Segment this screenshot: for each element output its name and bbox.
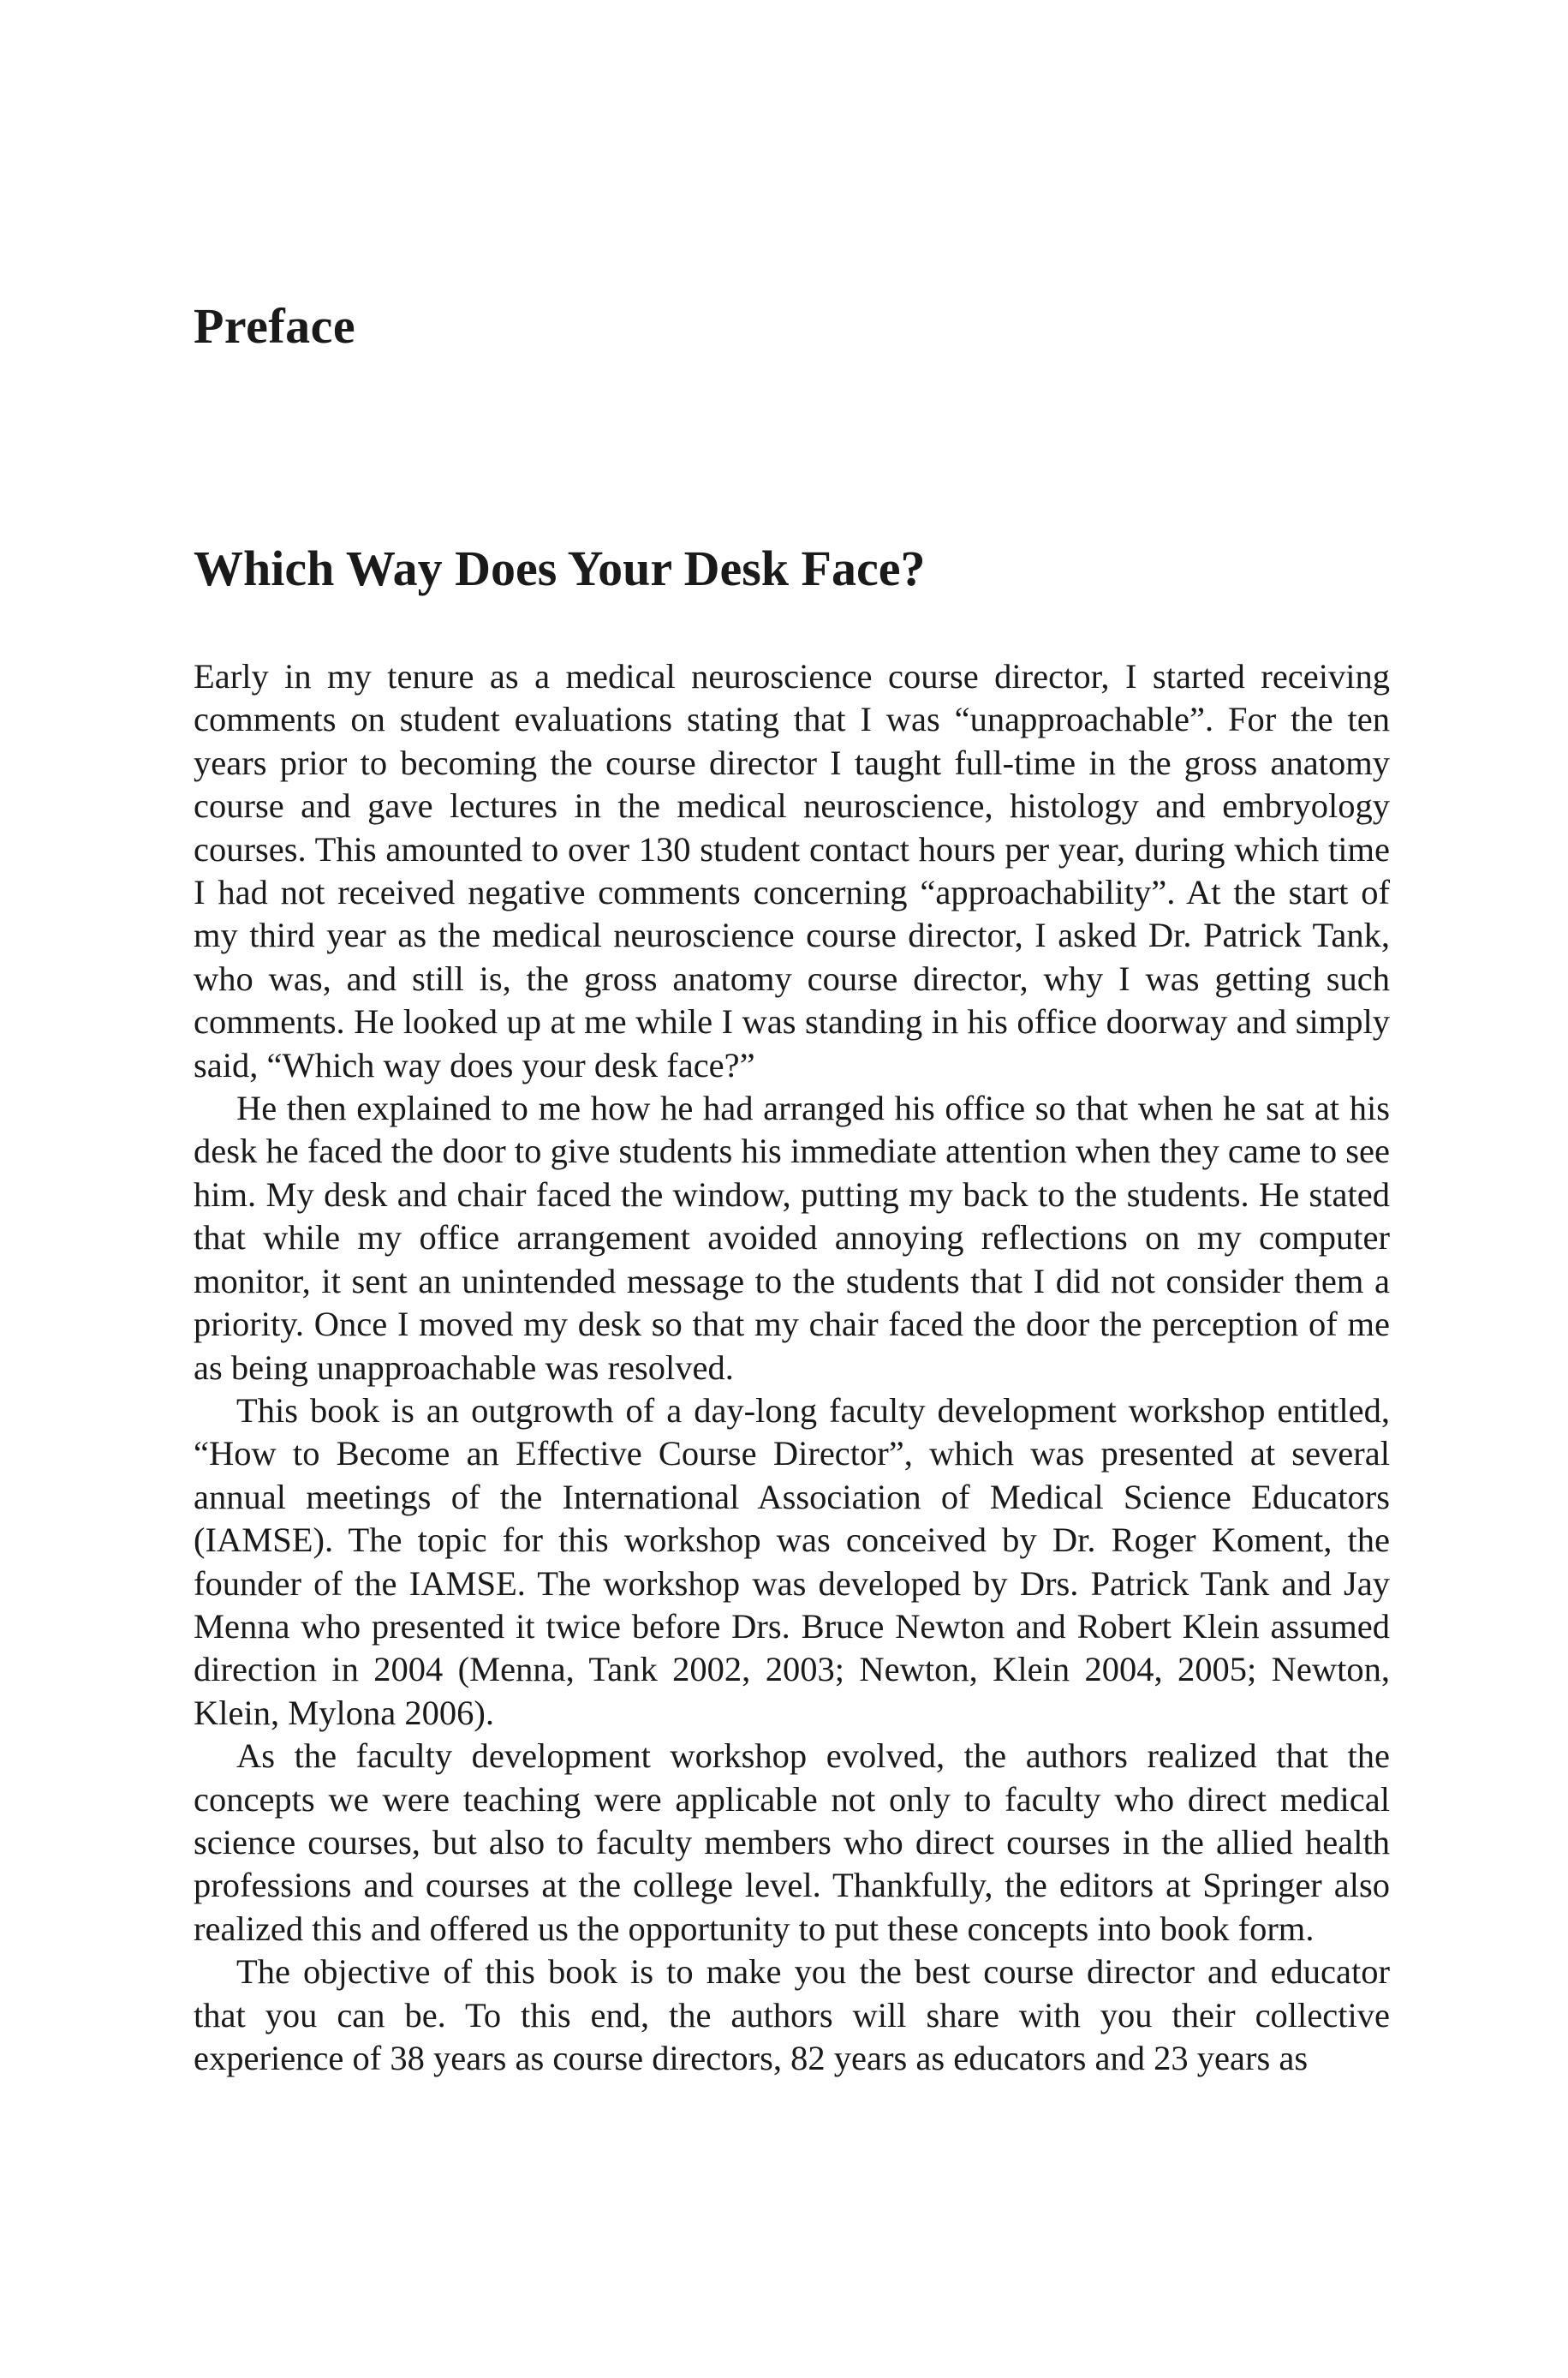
body-text bbox=[194, 655, 1390, 2080]
paragraph: As the faculty development workshop evolved, the authors realized that the concepts we were teaching were applicable not only to faculty who direct medical science courses, but also to faculty members who direct courses in the allied health professions and courses at the college level. Thankfully, the editors at Springer also realized this and offered us the opportunity to put these concepts into book form. bbox=[194, 1736, 1390, 1948]
chapter-title: Preface bbox=[194, 298, 356, 354]
paragraph: This book is an outgrowth of a day-long faculty development workshop entitled, “How to Become an Effective Course Director”, which was presented at several annual meetings of the International Association of Medical Science Educators (IAMSE). The topic for this workshop was conceived by Dr. Roger Koment, the founder of the IAMSE. The workshop was developed by Drs. Patrick Tank and Jay Menna who presented it twice before Drs. Bruce Newton and Robert Klein assumed direction in 2004 (Menna, Tank 2002, 2003; Newton, Klein 2004, 2005; Newton, Klein, Mylona 2006). bbox=[194, 1390, 1390, 1732]
paragraph: The objective of this book is to make you the best course director and educator that you can be. To this end, the authors will share with you their collective experience of 38 years as course directors, 82 years as educators and 23 years as bbox=[194, 1952, 1390, 2077]
paragraph: He then explained to me how he had arranged his office so that when he sat at his desk he faced the door to give students his immediate attention when they came to see him. My desk and chair faced the window, putting my back to the students. He stated that while my office arrangement avoided annoying reflections on my computer monitor, it sent an unintended message to the students that I did not consider them a priority. Once I moved my desk so that my chair faced the door the perception of me as being unapproachable was resolved. bbox=[194, 1089, 1390, 1387]
section-title: Which Way Does Your Desk Face? bbox=[194, 541, 926, 596]
paragraph: Early in my tenure as a medical neuroscience course director, I started receiving comments on student evaluations stating that I was “unapproachable”. For the ten years prior to becoming the course director I taught full-time in the gross anatomy course and gave lectures in the medical neuroscience, histology and embryology courses. This amounted to over 130 student contact hours per year, during which time I had not received negative comments concerning “approachability”. At the start of my third year as the medical neuroscience course director, I asked Dr. Patrick Tank, who was, and still is, the gross anatomy course director, why I was getting such comments. He looked up at me while I was standing in his office doorway and simply said, “Which way does your desk face?” bbox=[194, 657, 1390, 1084]
